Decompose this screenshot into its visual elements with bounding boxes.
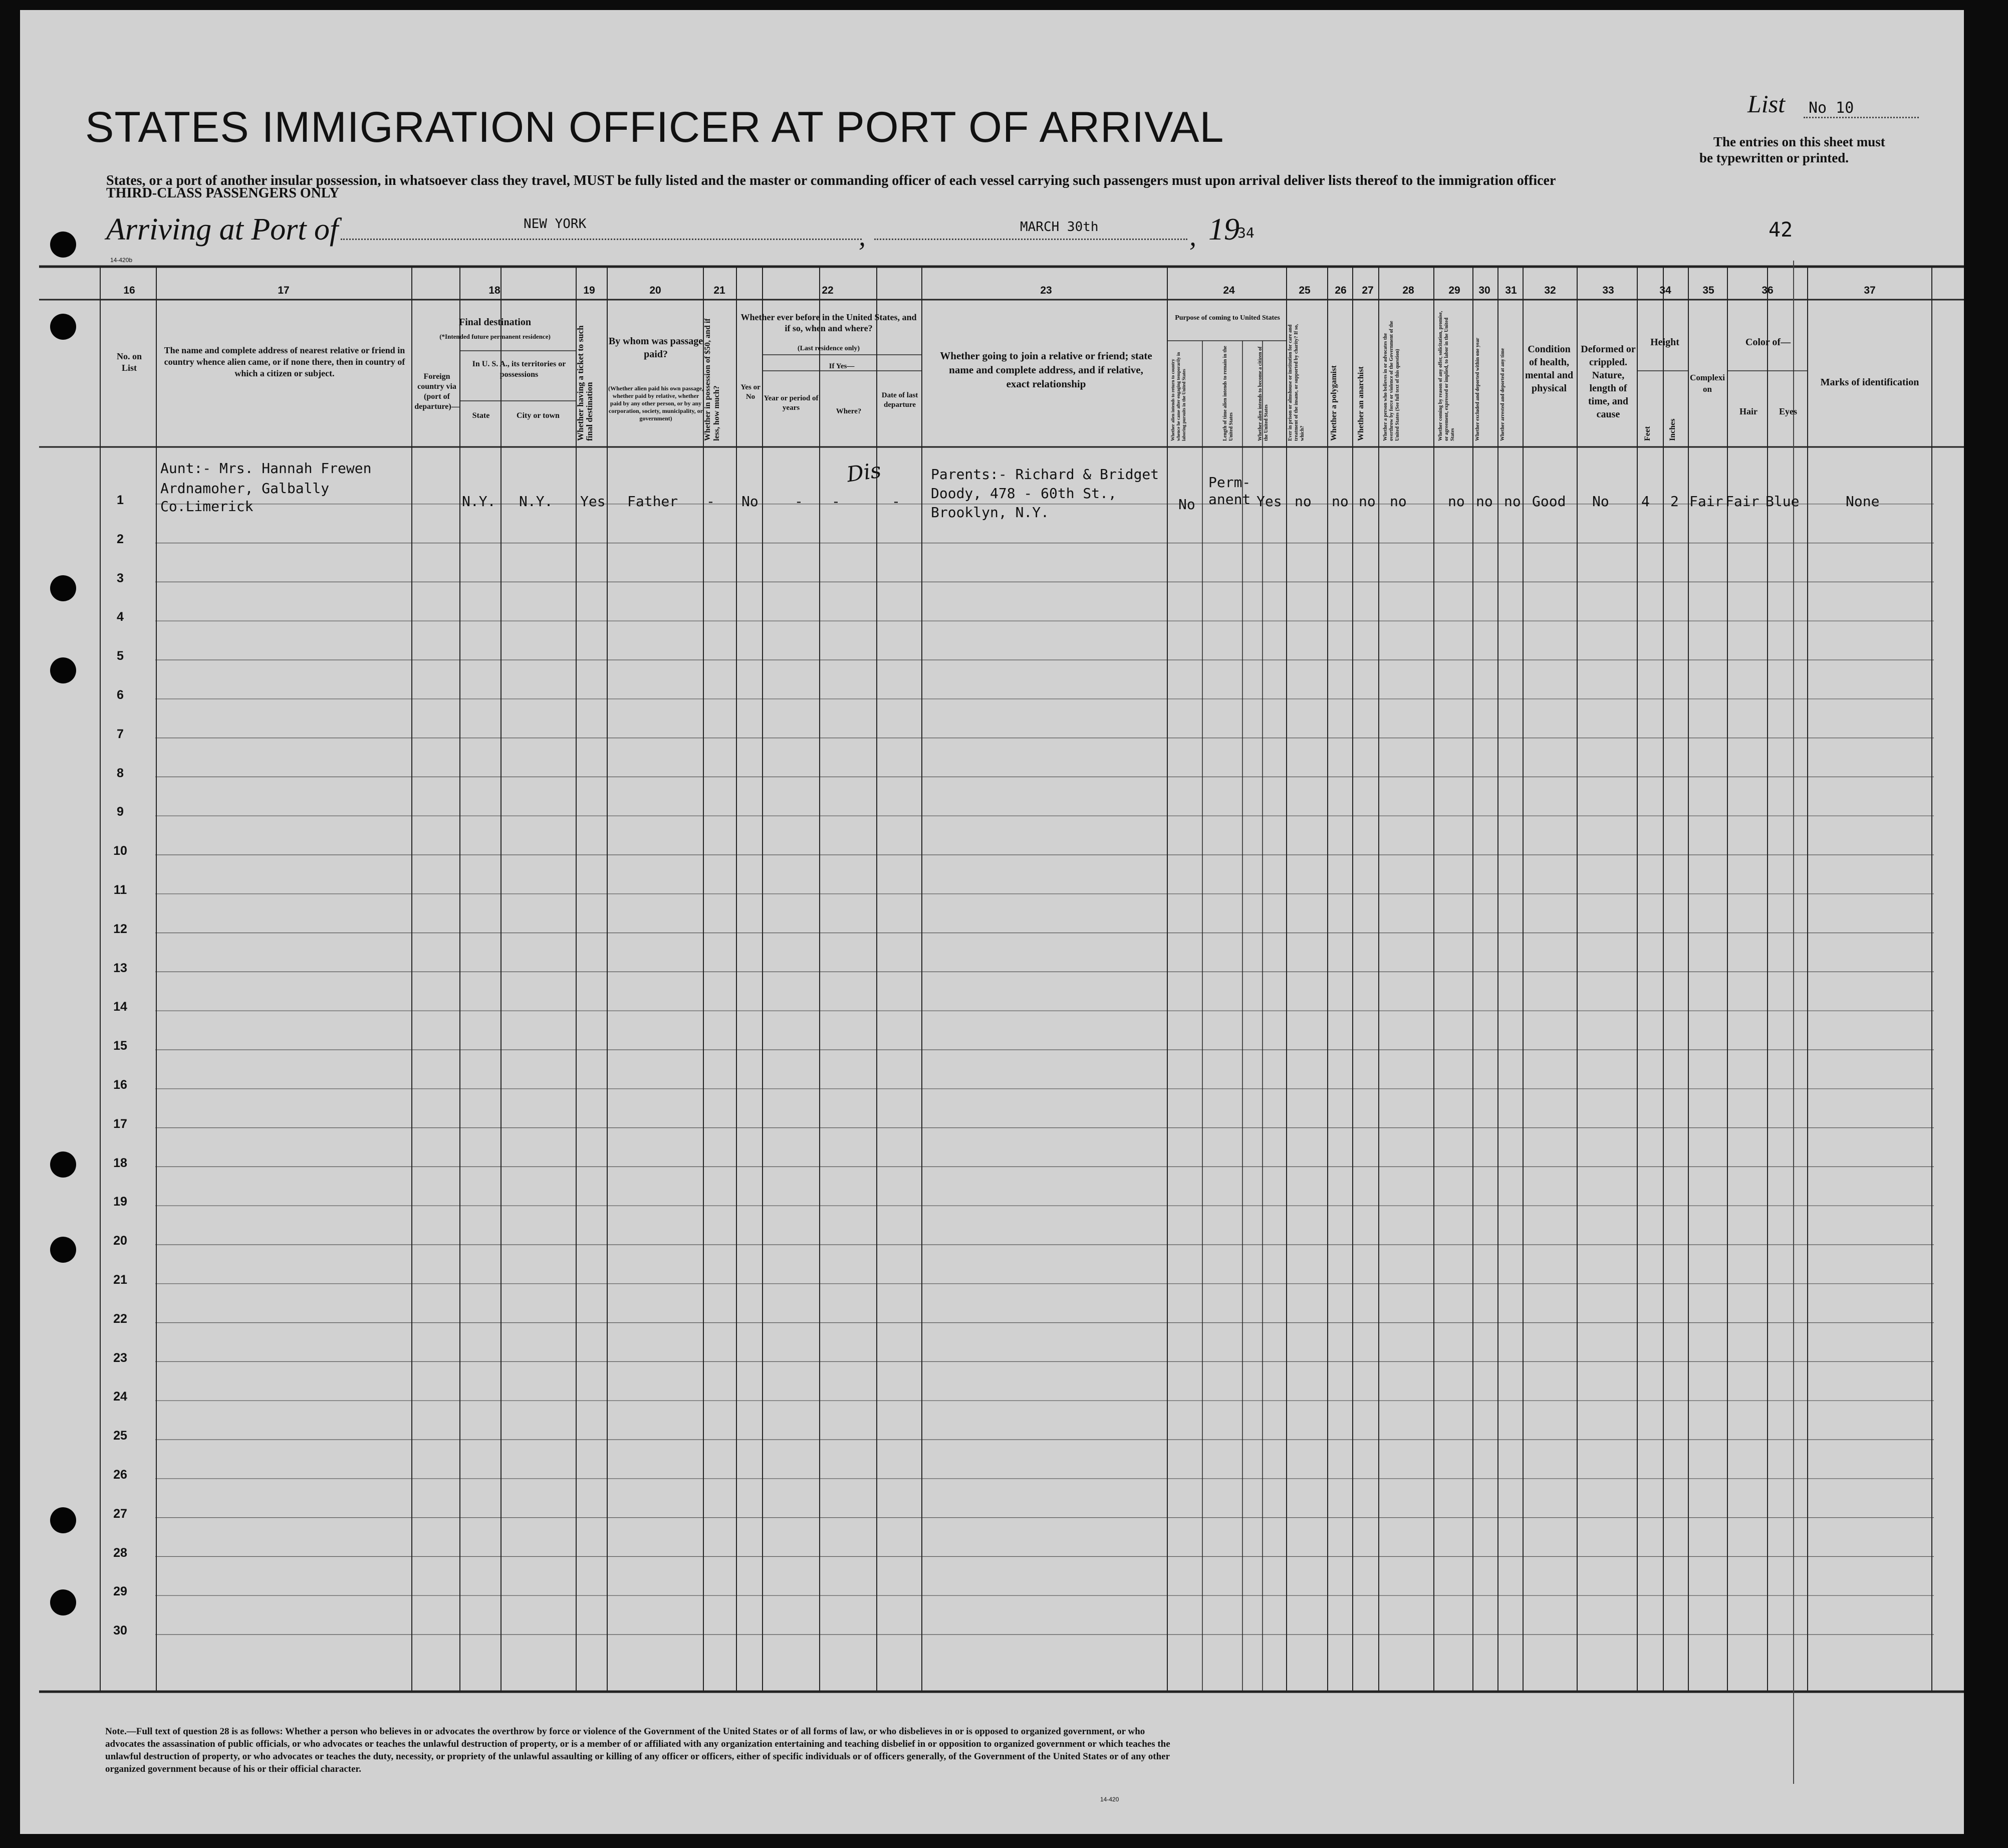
binder-hole [50,1237,76,1263]
row-number: 22 [113,1311,127,1326]
header-feet: Feet [1643,426,1652,441]
binder-hole [50,232,76,258]
form-number-bottom: 14-420 [1100,1796,1119,1803]
eyes-value: Blue [1766,493,1800,510]
header-if-yes: If Yes— [829,362,855,370]
column-number: 27 [1362,285,1374,296]
anarchist-value: no [1359,493,1376,510]
header-height: Height [1650,337,1679,348]
row-number: 19 [113,1195,127,1209]
column-number: 29 [1448,285,1460,296]
column-number: 34 [1659,285,1671,296]
header-state: State [472,411,490,420]
citizen-value: Yes [1257,493,1282,510]
column-number: 36 [1762,285,1774,296]
column-number: 20 [649,285,661,296]
ever-before-value: No [741,493,759,510]
binder-hole [50,575,76,601]
header-foreign-country: Foreign country via (port of departure)— [414,372,459,411]
row-number: 5 [117,649,124,663]
header-ticket: Whether having a ticket to such final destination [576,325,594,441]
row-number: 9 [117,805,124,819]
header-paid-by: By whom was passage paid? [608,336,703,360]
header-relative: The name and complete address of nearest relative or friend in country whence alien came, or if none there, then in country of which a citizen or subject. [164,345,405,378]
header-purpose-length: Length of time alien intends to remain in the United States [1222,346,1234,441]
row-number: 21 [113,1273,127,1287]
header-final-destination: Final destination [459,317,531,328]
contract-value: no [1448,493,1465,510]
header-overthrow: Whether a person who believes in or advocates the overthrow by force or violence of the Government of the United States (See full text of this question) [1383,321,1400,441]
departure-value: - [892,493,900,510]
header-final-destination-note: (*Intended future permanent residence) [439,333,551,340]
overthrow-value: no [1390,493,1407,510]
row-number: 28 [113,1545,127,1560]
column-number: 28 [1402,285,1414,296]
column-number: 26 [1335,285,1347,296]
prison-value: no [1295,493,1312,510]
complexion-value: Fair [1689,493,1723,510]
header-contract-labor: Whether coming by reason of any offer, solicitation, promise, or agreement, expressed or implied, to labor in the United States [1438,311,1455,441]
class-line: THIRD-CLASS PASSENGERS ONLY [106,185,340,201]
column-number: 18 [488,285,500,296]
binder-hole [50,1507,76,1533]
column-number: 25 [1299,285,1311,296]
form-number-top: 14-420b [110,257,133,264]
row-number: 14 [113,1000,127,1014]
column-number: 31 [1505,285,1517,296]
feet-value: 4 [1641,493,1650,510]
relative-line-3: Co.Limerick [160,498,254,515]
page-subtitle: States, or a port of another insular possession, in whatsoever class they travel, MUST be fully listed and the master or commanding officer of each vessel carrying such passengers must upon arrival deliver lists thereof to the immigration officer [106,173,1556,188]
header-polygamist: Whether a polygamist [1330,365,1338,441]
header-excluded: Whether excluded and deported within one year [1475,338,1480,441]
footnote-question-28: Note.—Full text of question 28 is as follows: Whether a person who believes in or advocates the overthrow by force or violence of the Government of the United States or of all forms of law, or who disbelieves in or is opposed to organized government, or who advocates the assassination of public officials, or who advocates or teaches the unlawful destruction of property, or is a member of or affiliated with any organization entertaining and teaching disbelief in or opposition to organized government or which teaches the unlawful destruction of property, or who advocates or teaches the duty, necessity, or propriety of the unlawful assaulting or killing of any officer or officers, either of specific individuals or of officers generally, of the Government of the United States or of any other organized government because of his or their official character. [105,1726,1170,1774]
column-number: 16 [123,285,135,296]
header-complexion: Complexion [1690,373,1725,394]
sheet-note-2: be typewritten or printed. [1699,150,1849,165]
binder-hole [50,1589,76,1615]
list-label: List [1747,90,1786,118]
destination-city: N.Y. [519,493,553,510]
header-deformed: Deformed or crippled. Nature, length of time, and cause [1581,344,1636,420]
header-ever-before-note: (Last residence only) [797,345,860,352]
header-prison: Ever in prison or almshouse or institution for care and treatment of the insane, or supported by charity? If so, which? [1288,324,1305,441]
years-value: - [795,493,803,510]
purpose-length-2: anent [1208,491,1251,508]
column-number: 37 [1864,285,1876,296]
binder-hole [50,1151,76,1178]
binder-hole [50,314,76,340]
row-number: 10 [113,844,127,858]
column-number: 24 [1223,285,1235,296]
ticket-value: Yes [580,493,606,510]
column-number: 22 [822,285,834,296]
row-number: 18 [113,1156,127,1170]
page-number: 42 [1769,218,1793,242]
header-purpose-return: Whether alien intends to return to country whence he came after engaging temporarily in laboring pursuits in the United States [1170,352,1186,441]
sheet-note-1: The entries on this sheet must [1713,134,1885,149]
page-title: STATES IMMIGRATION OFFICER AT PORT OF ARRIVAL [85,103,1224,151]
header-joining: Whether going to join a relative or friend; state name and complete address, and if relative, exact relationship [940,350,1152,390]
row-number: 8 [117,766,124,780]
column-number: 21 [713,285,725,296]
header-marks: Marks of identification [1820,377,1919,388]
header-in-usa: In U. S. A., its territories or possessions [472,360,566,379]
column-number: 30 [1478,285,1490,296]
port-value: NEW YORK [524,216,587,232]
column-number: 35 [1702,285,1714,296]
marks-value: None [1846,493,1880,510]
row-number: 29 [113,1584,127,1599]
row-number: 25 [113,1429,127,1443]
excluded-value: no [1476,493,1493,510]
joining-line-2: Doody, 478 - 60th St., [931,485,1117,502]
where-value: - [832,493,840,510]
deformed-value: No [1592,493,1609,510]
column-number: 19 [583,285,595,296]
header-yes-or-no: Yes or No [740,383,761,401]
joining-line-1: Parents:- Richard & Bridget [931,466,1159,483]
row-number: 7 [117,727,124,741]
row-number: 17 [113,1116,127,1131]
row-number: 16 [113,1078,127,1092]
column-number: 33 [1602,285,1614,296]
row-number: 1 [117,493,124,507]
hair-value: Fair [1725,493,1760,510]
relative-line-2: Ardnamoher, Galbally [160,480,330,497]
health-value: Good [1532,493,1566,510]
header-health: Condition of health, mental and physical [1525,344,1574,394]
list-number: No 10 [1804,99,1919,118]
column-number: 17 [278,285,290,296]
binder-hole [50,657,76,683]
header-arrested: Whether arrested and deported at any time [1500,348,1505,441]
header-fifty-dollars: Whether in possession of $50, and if less, how much? [703,318,721,441]
row-number: 3 [117,571,124,585]
row-number: 23 [113,1350,127,1365]
purpose-length-1: Perm- [1208,474,1251,491]
header-color-of: Color of— [1745,337,1791,348]
handwritten-annotation: Dis [845,457,883,487]
row-number: 15 [113,1039,127,1053]
year-suffix: 34 [1237,224,1254,241]
arriving-label: Arriving at Port of [106,212,339,247]
row-number: 26 [113,1468,127,1482]
row-number: 4 [117,610,124,624]
destination-state: N.Y. [462,493,496,510]
header-eyes: Eyes [1779,406,1797,416]
header-no-on-list: No. on List [116,351,142,373]
year-prefix: 19 [1208,212,1239,247]
relative-line-1: Aunt:- Mrs. Hannah Frewen [160,460,372,477]
header-year-period: Year or period of years [764,394,819,412]
manifest-sheet [20,10,1964,1834]
paid-by-value: Father [627,493,678,510]
header-last-departure: Date of last departure [881,391,918,409]
row-number: 2 [117,532,124,546]
header-paid-by-note: (Whether alien paid his own passage, whether paid by relative, whether paid by any other person, or by any corporation, society, municipality, or government) [608,385,703,422]
joining-line-3: Brooklyn, N.Y. [931,504,1050,521]
polygamist-value: no [1332,493,1349,510]
arrested-value: no [1504,493,1521,510]
header-where: Where? [836,407,862,415]
header-purpose: Purpose of coming to United States [1175,314,1280,322]
inches-value: 2 [1670,493,1679,510]
row-number: 30 [113,1624,127,1638]
column-number: 32 [1544,285,1556,296]
header-purpose-citizen: Whether alien intends to become a citizen of the United States [1258,346,1269,441]
header-hair: Hair [1739,406,1758,416]
date-value: MARCH 30th [1020,219,1099,235]
header-anarchist: Whether an anarchist [1357,366,1365,441]
column-number: 23 [1040,285,1052,296]
row-number: 20 [113,1234,127,1248]
row-number: 11 [113,883,127,897]
row-number: 24 [113,1390,127,1404]
header-city: City or town [517,411,560,420]
header-ever-before: Whether ever before in the United States, and if so, when and where? [740,312,917,333]
purpose-return-value: No [1178,496,1195,513]
row-number: 27 [113,1506,127,1521]
row-number: 12 [113,921,127,936]
header-inches: Inches [1668,418,1677,441]
row-number: 13 [113,961,127,975]
row-number: 6 [117,688,124,702]
money-value: - [706,493,715,510]
